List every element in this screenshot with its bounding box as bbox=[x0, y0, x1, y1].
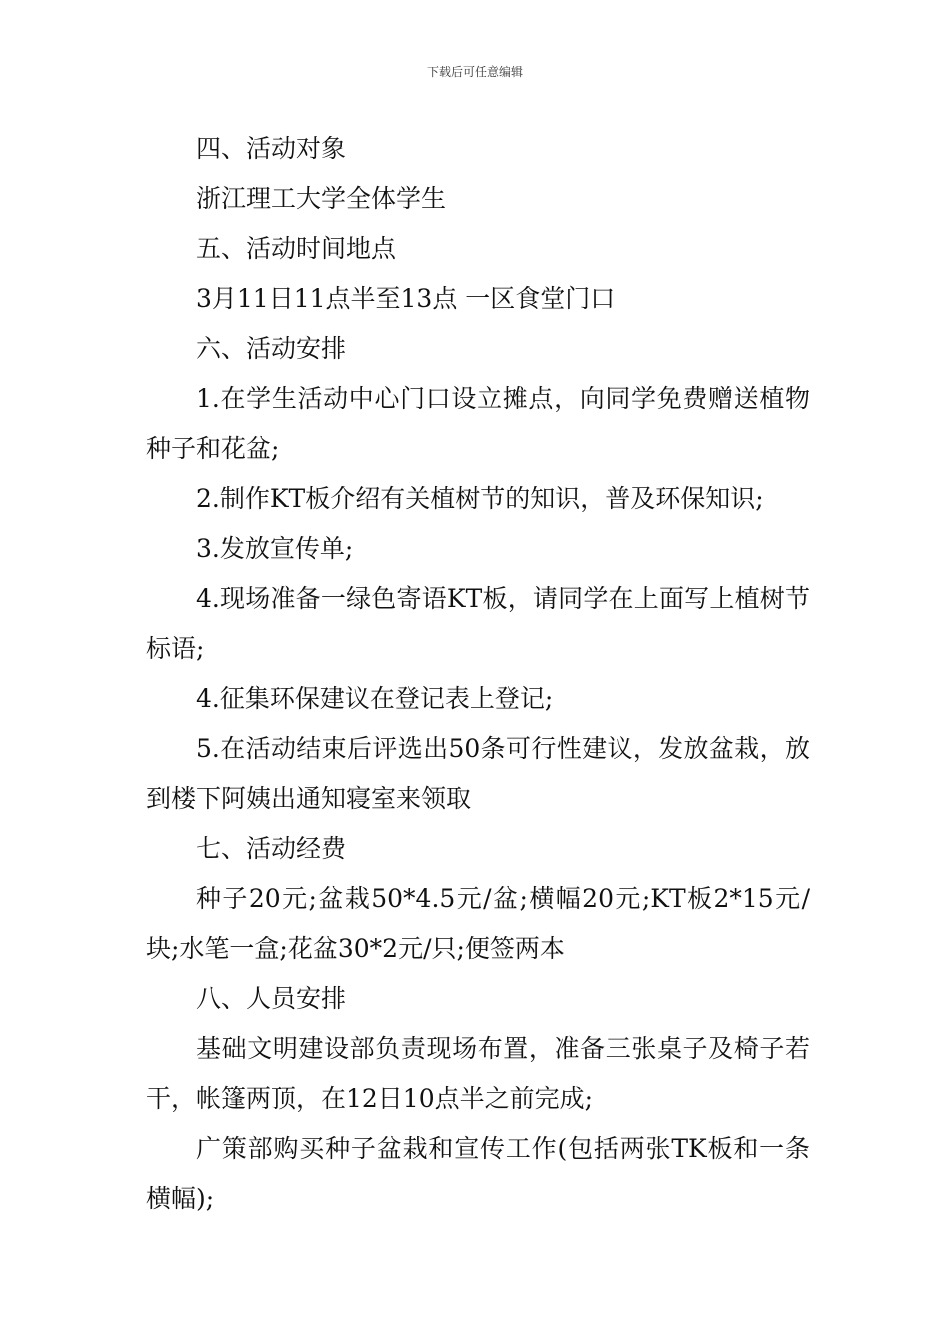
arrangement-item-1: 1.在学生活动中心门口设立摊点，向同学免费赠送植物种子和花盆; bbox=[146, 384, 810, 463]
section-heading-staff: 八、人员安排 bbox=[196, 984, 347, 1013]
staff-text-2: 广策部购买种子盆栽和宣传工作(包括两张TK板和一条横幅); bbox=[146, 1134, 810, 1213]
staff-text-1: 基础文明建设部负责现场布置，准备三张桌子及椅子若干，帐篷两顶，在12日10点半之前完成; bbox=[146, 1034, 810, 1113]
arrangement-item-5: 4.征集环保建议在登记表上登记; bbox=[196, 684, 554, 713]
section-heading-target: 四、活动对象 bbox=[196, 134, 347, 163]
arrangement-item-2: 2.制作KT板介绍有关植树节的知识，普及环保知识; bbox=[196, 484, 764, 513]
arrangement-item-4: 4.现场准备一绿色寄语KT板，请同学在上面写上植树节标语; bbox=[146, 584, 810, 663]
section-heading-arrangement: 六、活动安排 bbox=[196, 334, 347, 363]
arrangement-item-6: 5.在活动结束后评选出50条可行性建议，发放盆栽，放到楼下阿姨出通知寝室来领取 bbox=[146, 734, 810, 813]
section-heading-time-place: 五、活动时间地点 bbox=[196, 234, 397, 263]
target-text: 浙江理工大学全体学生 bbox=[196, 184, 447, 213]
time-place-text: 3月11日11点半至13点 一区食堂门口 bbox=[196, 284, 616, 313]
page-header: 下载后可任意编辑 bbox=[426, 65, 523, 79]
arrangement-item-3: 3.发放宣传单; bbox=[196, 534, 354, 563]
section-heading-budget: 七、活动经费 bbox=[196, 834, 347, 863]
document-body bbox=[146, 124, 810, 1224]
budget-text: 种子20元;盆栽50*4.5元/盆;横幅20元;KT板2*15元/块;水笔一盒;花盆30*2元/只;便签两本 bbox=[146, 884, 810, 963]
